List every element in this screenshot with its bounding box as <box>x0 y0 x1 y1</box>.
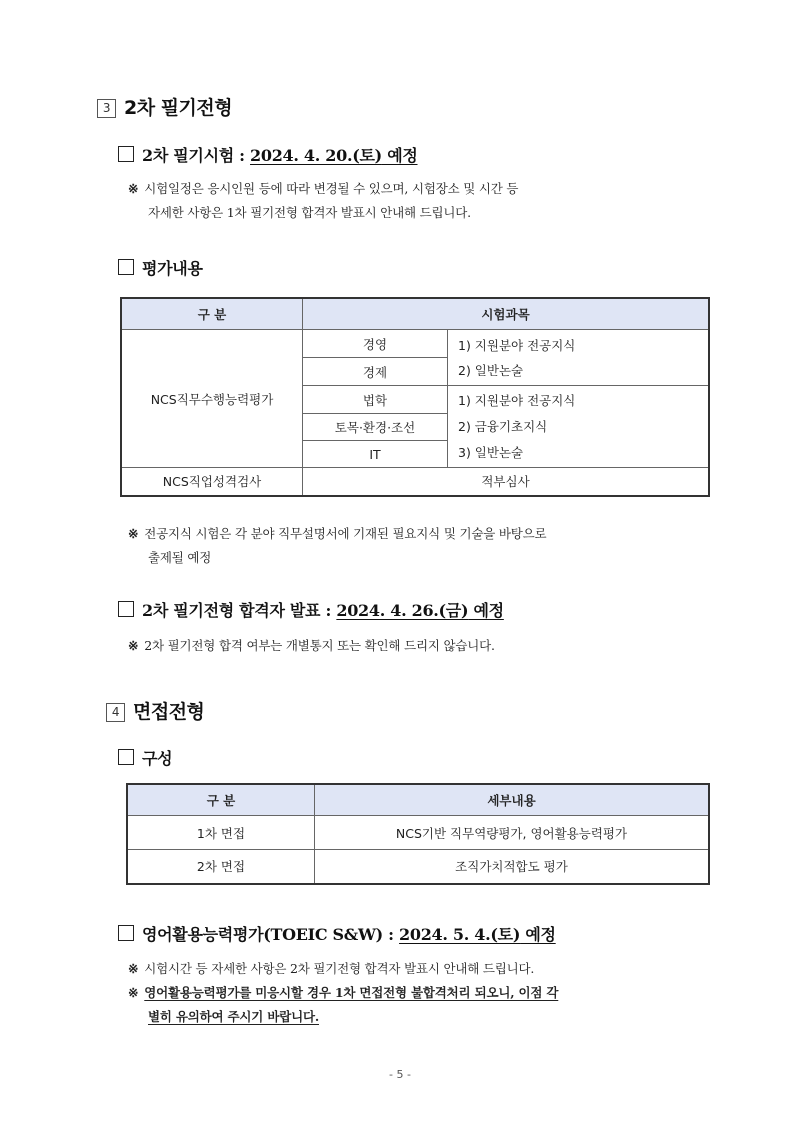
interview-table-header-detail: 세부내용 <box>315 784 710 816</box>
eval-table <box>120 297 710 497</box>
eval-table-field: 경영 <box>303 330 448 358</box>
written-exam-label: 2차 필기시험 : <box>142 146 251 165</box>
note-mark: ※ <box>128 181 139 196</box>
note-line: 출제될 예정 <box>148 550 212 565</box>
note-line: 2차 필기전형 합격 여부는 개별통지 또는 확인해 드리지 않습니다. <box>144 638 495 653</box>
note-mark: ※ <box>128 961 139 976</box>
eval-table-category: NCS직무수행능력평가 <box>121 330 303 468</box>
page-number: - 5 - <box>389 1068 411 1081</box>
interview-table <box>126 783 710 885</box>
eval-heading <box>118 256 203 279</box>
english-suffix: 예정 <box>520 925 556 944</box>
section-4-title-text: 면접전형 <box>133 701 205 723</box>
english-notes <box>128 957 748 1029</box>
composition-heading <box>118 746 172 769</box>
written-exam-heading <box>118 143 418 166</box>
eval-note <box>128 522 728 570</box>
note-line: 시험시간 등 자세한 사항은 2차 필기전형 합격자 발표시 안내해 드립니다. <box>144 961 535 976</box>
subject-item: 3) 일반논술 <box>458 444 524 460</box>
note-mark: ※ <box>128 985 139 1000</box>
announce-heading <box>118 598 504 621</box>
checkbox-icon <box>118 749 134 765</box>
interview-stage: 2차 면접 <box>127 850 315 884</box>
english-date: 2024. 5. 4.(토) <box>399 925 521 944</box>
note-line: 별히 유의하여 주시기 바랍니다. <box>148 1009 319 1024</box>
interview-detail: NCS기반 직무역량평가, 영어활용능력평가 <box>315 816 710 850</box>
subject-item: 1) 지원분야 전공지식 <box>458 392 576 408</box>
eval-label: 평가내용 <box>142 259 203 278</box>
eval-table-field: IT <box>303 441 448 468</box>
interview-detail: 조직가치적합도 평가 <box>315 850 710 884</box>
announce-note <box>128 634 748 658</box>
eval-table-header-category: 구 분 <box>121 298 303 330</box>
written-exam-date: 2024. 4. 20.(토) <box>250 146 382 165</box>
checkbox-icon <box>118 146 134 162</box>
note-line: 전공지식 시험은 각 분야 직무설명서에 기재된 필요지식 및 기술을 바탕으로 <box>144 526 547 541</box>
eval-table-subjects-group1 <box>448 330 710 386</box>
section-3-title <box>97 93 232 120</box>
checkbox-icon <box>118 259 134 275</box>
subject-item: 1) 지원분야 전공지식 <box>458 337 576 353</box>
eval-table-field: 경제 <box>303 358 448 386</box>
note-line: 시험일정은 응시인원 등에 따라 변경될 수 있으며, 시험장소 및 시간 등 <box>144 181 519 196</box>
table-row <box>127 850 709 884</box>
subject-item: 2) 금융기초지식 <box>458 418 548 434</box>
announce-label: 2차 필기전형 합격자 발표 : <box>142 601 337 620</box>
english-label: 영어활용능력평가(TOEIC S&W) : <box>142 925 400 944</box>
subject-item: 2) 일반논술 <box>458 362 524 378</box>
written-exam-note <box>128 177 728 225</box>
english-heading <box>118 922 556 945</box>
interview-table-header-stage: 구 분 <box>127 784 315 816</box>
composition-label: 구성 <box>142 749 173 768</box>
note-mark: ※ <box>128 638 139 653</box>
note-mark: ※ <box>128 526 139 541</box>
checkbox-icon <box>118 925 134 941</box>
announce-suffix: 예정 <box>468 601 504 620</box>
section-3-title-text: 2차 필기전형 <box>124 97 233 119</box>
announce-date: 2024. 4. 26.(금) <box>336 601 469 620</box>
section-4-number: 4 <box>106 703 125 722</box>
checkbox-icon <box>118 601 134 617</box>
interview-stage: 1차 면접 <box>127 816 315 850</box>
eval-table-content: 적부심사 <box>303 468 710 496</box>
eval-table-subjects-group2 <box>448 386 710 468</box>
note-line: 자세한 사항은 1차 필기전형 합격자 발표시 안내해 드립니다. <box>148 205 471 220</box>
eval-table-category: NCS직업성격검사 <box>121 468 303 496</box>
eval-table-field: 법학 <box>303 386 448 414</box>
eval-table-field: 토목·환경·조선 <box>303 414 448 441</box>
section-3-number: 3 <box>97 99 116 118</box>
note-line: 영어활용능력평가를 미응시할 경우 1차 면접전형 불합격처리 되오니, 이점 각 <box>144 985 559 1000</box>
written-exam-suffix: 예정 <box>381 146 418 165</box>
section-4-title <box>106 697 204 724</box>
table-row <box>127 816 709 850</box>
eval-table-header-subjects: 시험과목 <box>303 298 710 330</box>
